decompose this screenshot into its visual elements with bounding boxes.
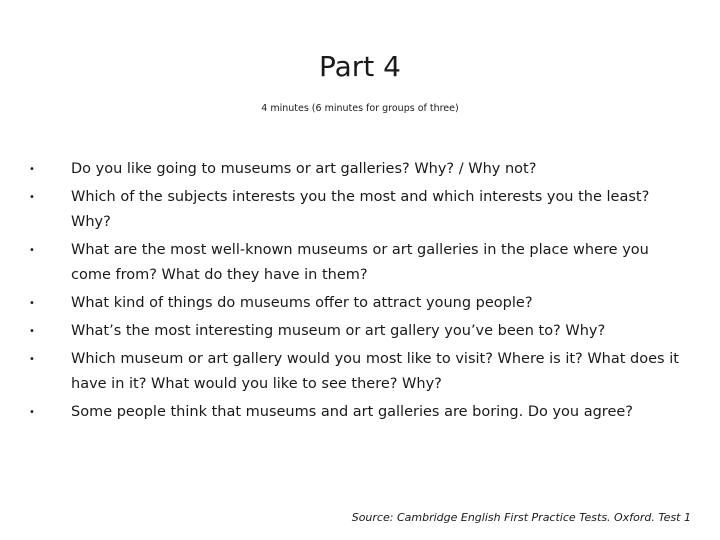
question-item [29,157,689,182]
question-text: Some people think that museums and art galleries are boring. Do you agree? [71,404,633,420]
question-item [29,347,689,397]
question-text: Which museum or art gallery would you most like to visit? Where is it? What does it have in it? What would you like to see there? Why? [71,351,679,392]
source-citation: Source: Cambridge English First Practice Tests. Oxford. Test 1 [351,511,691,524]
question-item [29,319,689,344]
bullet-icon: • [29,354,35,365]
question-item [29,185,689,235]
page-title: Part 4 [319,50,401,83]
question-text: Do you like going to museums or art galleries? Why? / Why not? [71,161,537,177]
question-item [29,291,689,316]
question-item [29,400,689,425]
question-text: Which of the subjects interests you the most and which interests you the least? Why? [71,189,650,230]
question-item [29,238,689,288]
question-list [29,157,689,428]
bullet-icon: • [29,164,35,175]
question-text: What are the most well-known museums or art galleries in the place where you come from? What do they have in them? [71,242,649,283]
bullet-icon: • [29,245,35,256]
bullet-icon: • [29,298,35,309]
question-text: What kind of things do museums offer to attract young people? [71,295,533,311]
question-text: What’s the most interesting museum or art gallery you’ve been to? Why? [71,323,606,339]
timing-subtitle: 4 minutes (6 minutes for groups of three) [261,103,459,114]
bullet-icon: • [29,326,35,337]
bullet-icon: • [29,407,35,418]
bullet-icon: • [29,192,35,203]
